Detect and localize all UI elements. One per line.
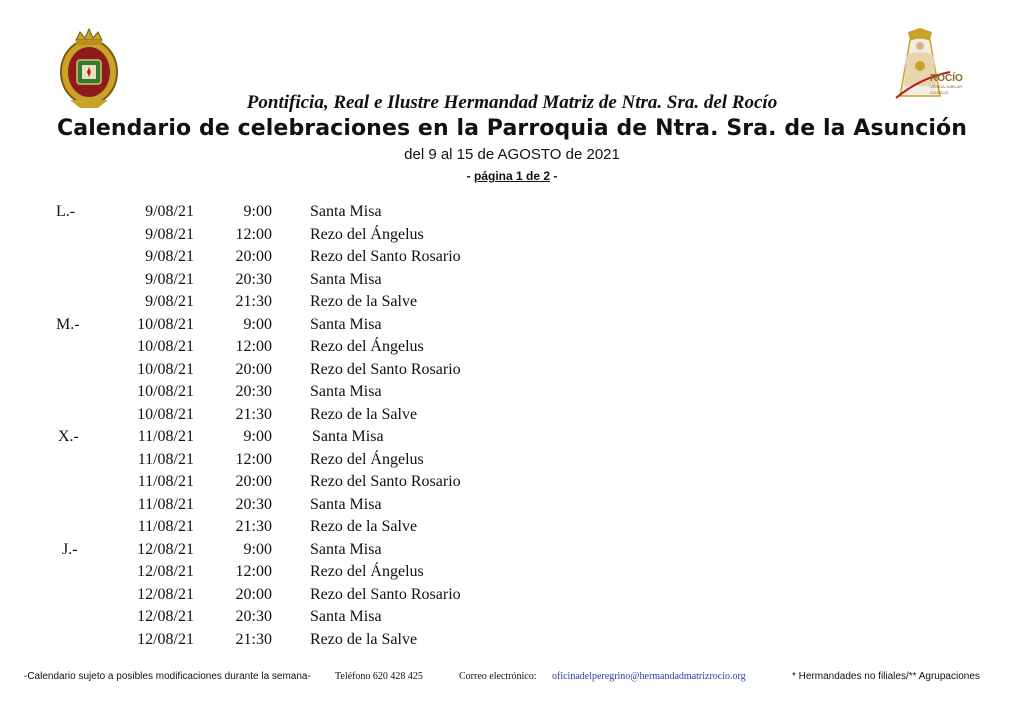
schedule-time: 20:30 [235, 270, 272, 288]
schedule-event: Rezo del Santo Rosario [310, 360, 461, 378]
schedule-date: 12/08/21 [137, 540, 194, 558]
schedule-date: 11/08/21 [137, 450, 194, 468]
schedule-row [0, 494, 700, 517]
schedule-row [0, 359, 700, 382]
schedule-event: Santa Misa [310, 495, 382, 513]
schedule-date: 11/08/21 [137, 495, 194, 513]
schedule-row [0, 471, 700, 494]
footer-email-link[interactable]: oficinadelperegrino@hermandadmatrizrocio.org [552, 671, 746, 682]
schedule-time: 20:30 [235, 495, 272, 513]
jubilee-logo-years: 2019/2021 [930, 90, 949, 95]
schedule-row [0, 291, 700, 314]
schedule-date: 9/08/21 [145, 203, 194, 220]
schedule-row [0, 404, 700, 427]
footer-note: -Calendario sujeto a posibles modificaciones durante la semana- [24, 671, 311, 682]
schedule-event: Rezo del Ángelus [310, 450, 424, 468]
schedule-time: 12:00 [235, 450, 272, 468]
schedule-time: 21:30 [235, 518, 272, 535]
schedule-time: 21:30 [235, 630, 272, 648]
schedule-event: Santa Misa [310, 203, 382, 220]
schedule-time: 9:00 [243, 428, 272, 445]
schedule-date: 11/08/21 [137, 428, 194, 445]
schedule-date: 12/08/21 [137, 563, 194, 580]
schedule-date: 9/08/21 [145, 248, 194, 265]
schedule-event: Rezo del Santo Rosario [310, 585, 461, 603]
schedule-day: J.- [62, 540, 78, 558]
schedule-event: Rezo del Santo Rosario [310, 248, 461, 265]
schedule-event: Santa Misa [310, 270, 382, 288]
page-label: página 1 de 2 [473, 169, 551, 183]
schedule-event: Rezo de la Salve [310, 518, 418, 535]
schedule-row [0, 426, 700, 449]
footer-email-label: Correo electrónico: [459, 671, 537, 682]
date-range: del 9 al 15 de AGOSTO de 2021 [404, 146, 620, 163]
schedule-row [0, 246, 700, 269]
schedule-event: Rezo del Ángelus [310, 225, 424, 243]
schedule-date: 12/08/21 [137, 630, 194, 648]
schedule-row [0, 269, 700, 292]
schedule-row [0, 584, 700, 607]
schedule-time: 21:30 [235, 293, 272, 310]
schedule-list [0, 201, 700, 651]
schedule-row [0, 629, 700, 652]
schedule-date: 9/08/21 [145, 225, 194, 243]
schedule-row [0, 381, 700, 404]
schedule-event: Santa Misa [310, 315, 382, 333]
schedule-row [0, 516, 700, 539]
schedule-row [0, 336, 700, 359]
schedule-row [0, 314, 700, 337]
page-title: Calendario de celebraciones en la Parroquia de Ntra. Sra. de la Asunción [57, 116, 967, 141]
brotherhood-name: Pontificia, Real e Ilustre Hermandad Matriz de Ntra. Sra. del Rocío [246, 92, 778, 113]
schedule-date: 10/08/21 [137, 360, 194, 378]
schedule-time: 20:30 [235, 383, 272, 400]
schedule-event: Rezo del Ángelus [310, 338, 424, 355]
schedule-date: 10/08/21 [137, 383, 194, 400]
jubilee-logo-subtext: VENIDA JUBILAR [930, 84, 963, 89]
schedule-event: Rezo de la Salve [310, 293, 418, 310]
schedule-event: Rezo de la Salve [310, 630, 418, 648]
schedule-row [0, 201, 700, 224]
schedule-date: 10/08/21 [137, 338, 194, 355]
schedule-time: 9:00 [243, 540, 272, 558]
schedule-day: M.- [56, 315, 80, 333]
schedule-row [0, 561, 700, 584]
schedule-date: 10/08/21 [137, 315, 194, 333]
schedule-time: 20:00 [235, 473, 272, 490]
schedule-date: 12/08/21 [137, 585, 194, 603]
schedule-time: 9:00 [243, 315, 272, 333]
schedule-row [0, 224, 700, 247]
schedule-time: 21:30 [235, 405, 272, 423]
footer-phone: Teléfono 620 428 425 [335, 671, 423, 682]
schedule-row [0, 539, 700, 562]
footer [0, 669, 1024, 685]
schedule-time: 9:00 [243, 203, 272, 220]
schedule-event: Santa Misa [312, 428, 384, 445]
schedule-time: 12:00 [235, 225, 272, 243]
page-prefix: - [466, 169, 474, 183]
schedule-time: 20:00 [235, 585, 272, 603]
schedule-time: 20:00 [235, 248, 272, 265]
schedule-row [0, 606, 700, 629]
schedule-event: Santa Misa [310, 383, 382, 400]
jubilee-logo-text: ROCÍO [930, 73, 963, 84]
schedule-event: Santa Misa [310, 608, 382, 625]
schedule-event: Rezo de la Salve [310, 405, 418, 423]
schedule-event: Rezo del Santo Rosario [310, 473, 461, 490]
schedule-day: X.- [58, 428, 79, 445]
schedule-date: 10/08/21 [137, 405, 194, 423]
schedule-time: 20:00 [235, 360, 272, 378]
page-indicator [0, 169, 1024, 183]
page-suffix: - [550, 169, 558, 183]
schedule-time: 12:00 [235, 338, 272, 355]
schedule-date: 11/08/21 [137, 473, 194, 490]
schedule-row [0, 449, 700, 472]
schedule-event: Rezo del Ángelus [310, 563, 424, 580]
schedule-day: L.- [56, 203, 76, 220]
schedule-event: Santa Misa [310, 540, 382, 558]
schedule-date: 12/08/21 [137, 608, 194, 625]
schedule-time: 20:30 [235, 608, 272, 625]
schedule-date: 11/08/21 [137, 518, 194, 535]
footer-legend: * Hermandades no filiales/** Agrupaciones [792, 671, 980, 682]
schedule-time: 12:00 [235, 563, 272, 580]
schedule-date: 9/08/21 [145, 270, 194, 288]
schedule-date: 9/08/21 [145, 293, 194, 310]
